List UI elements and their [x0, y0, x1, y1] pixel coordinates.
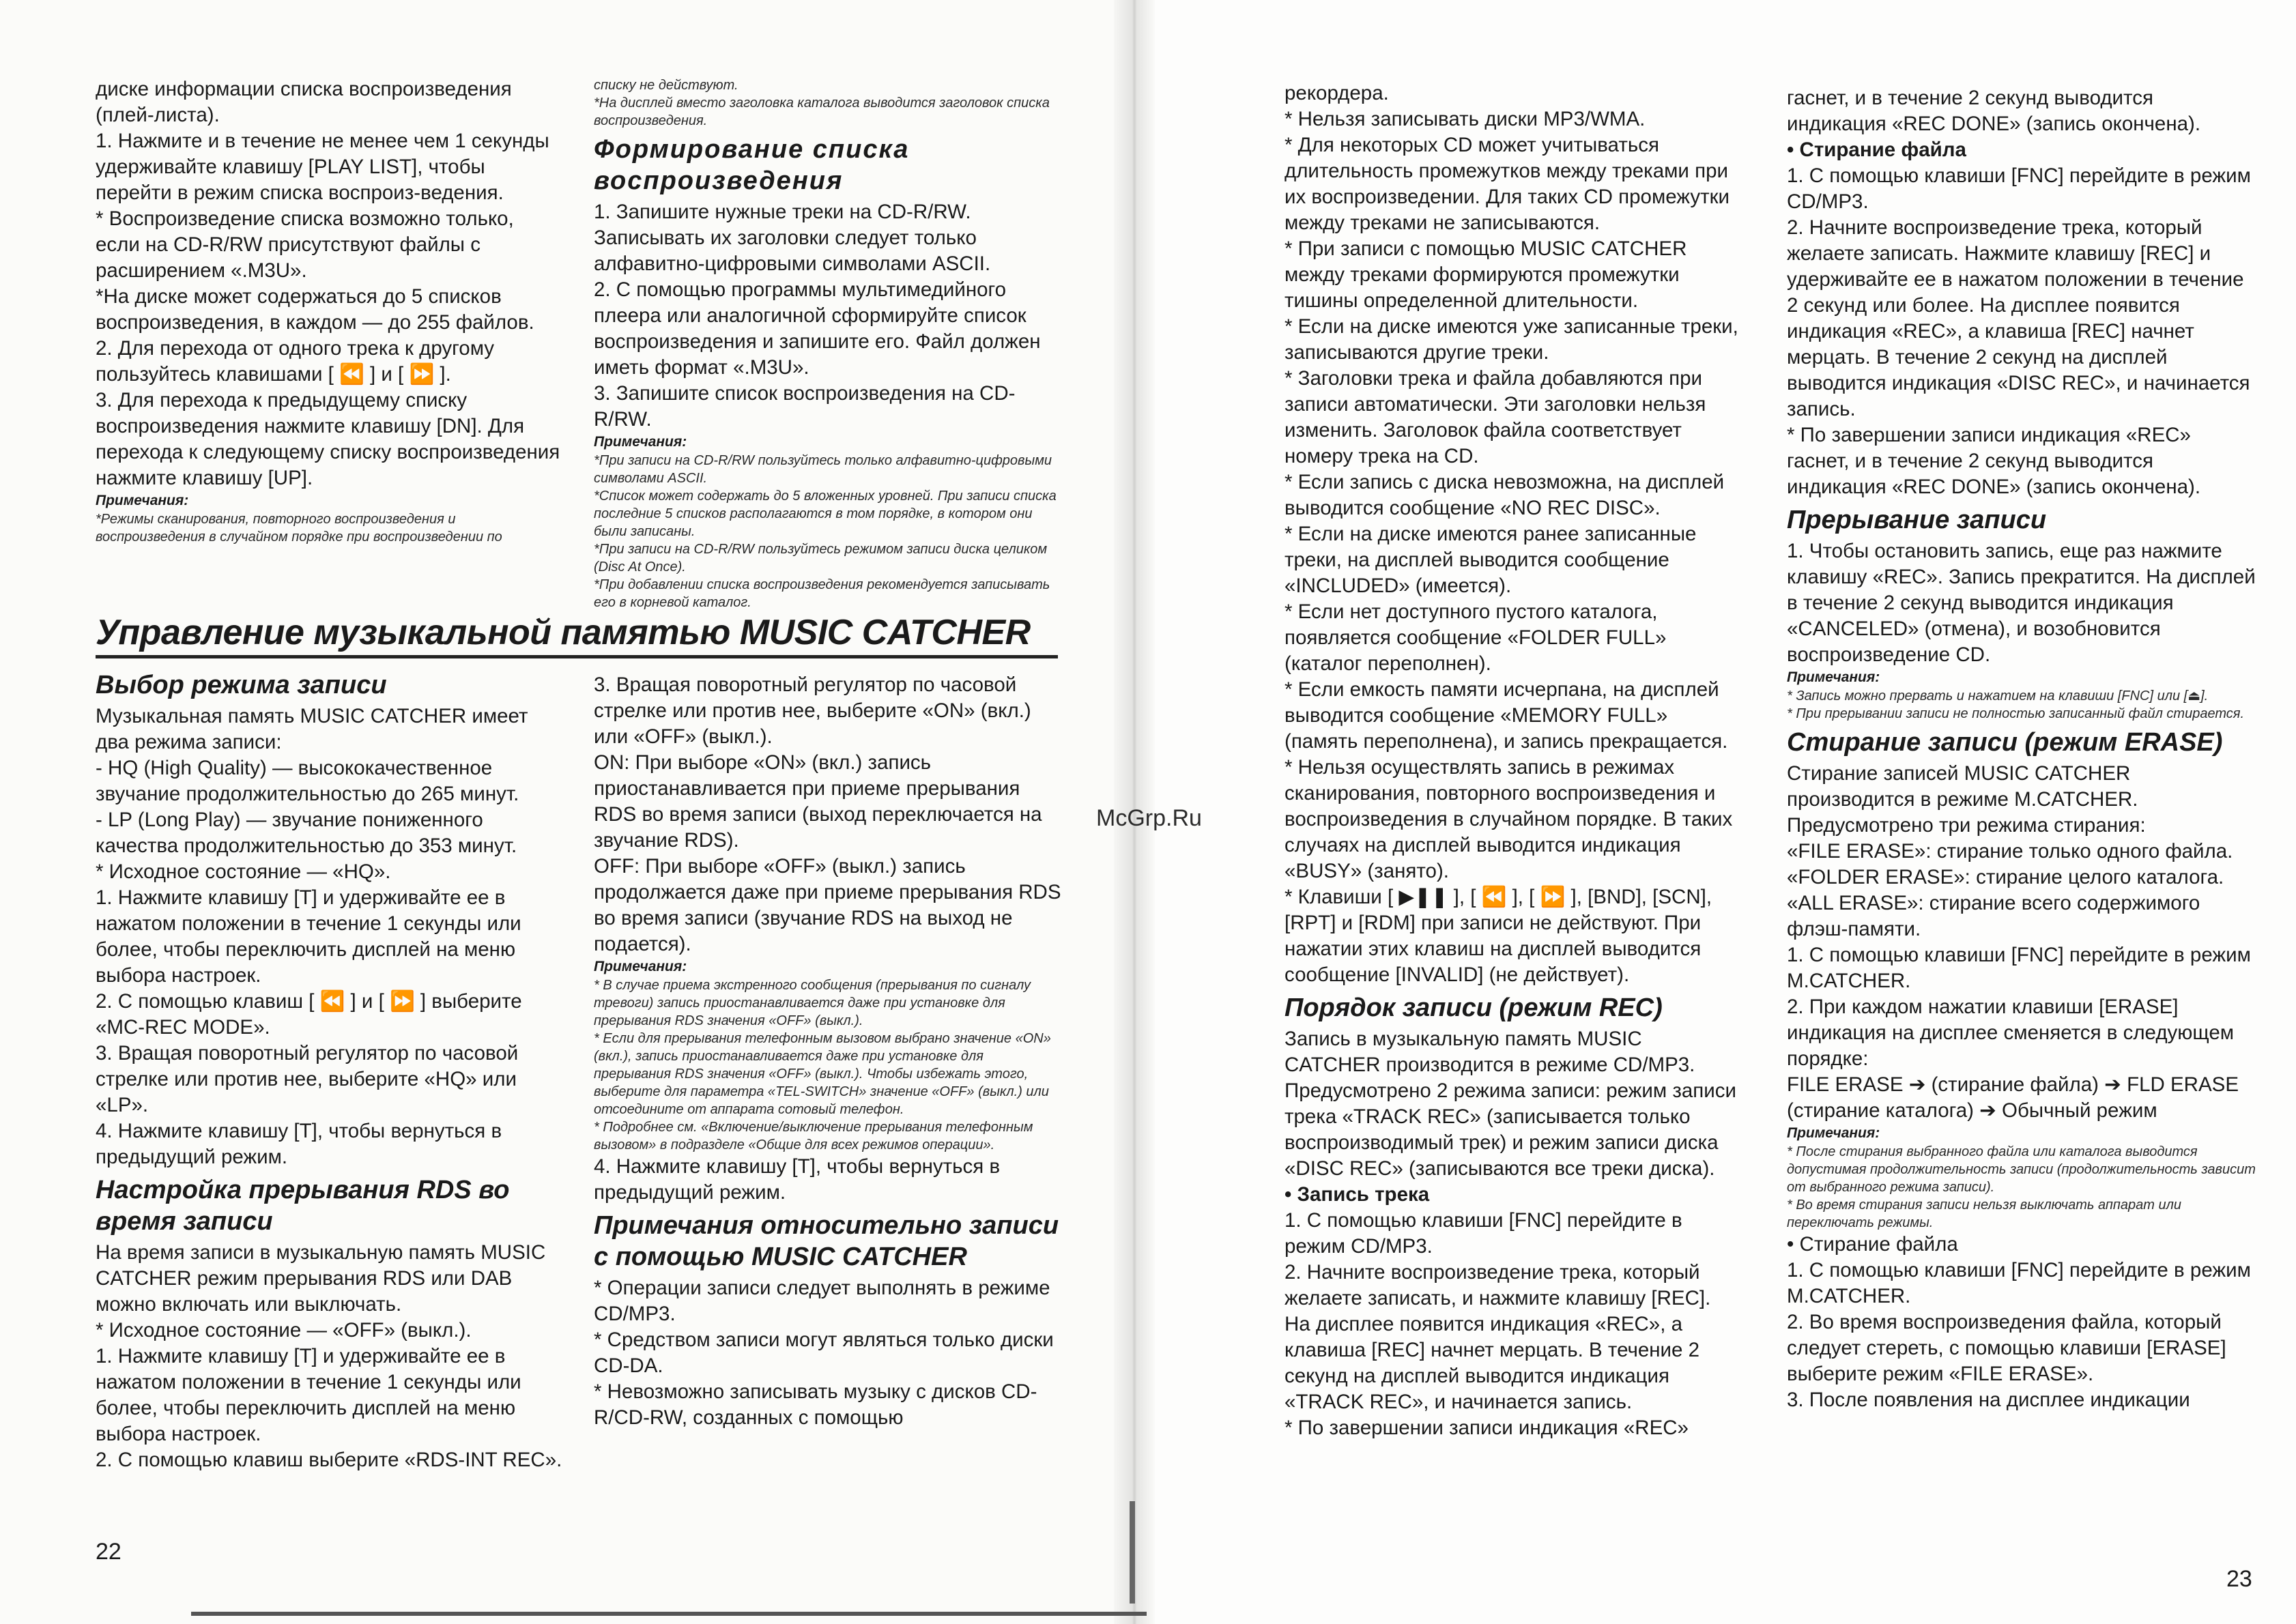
paragraph: «ALL ERASE»: стирание всего содержимого флэш-памяти.	[1787, 892, 2200, 940]
paragraph: * Исходное состояние — «OFF» (выкл.).	[96, 1319, 472, 1342]
paragraph: * Если на диске имеются уже записанные треки, записываются другие треки.	[1285, 315, 1738, 364]
paragraph: 1. Нажмите клавишу [T] и удерживайте ее в нажатом положении в течение 1 секунды или более, чтобы переключить дисплей на меню выбора настроек.	[96, 1345, 521, 1445]
section-heading: Прерывание записи	[1787, 506, 2047, 534]
note: *Режимы сканирования, повторного воспроизведения и воспроизведения в случайном порядке при воспроизведении по	[96, 512, 502, 545]
paragraph: * Для некоторых CD может учитываться длительность промежутков между треками при их воспроизведении. Для таких CD промежутки между треками не записываются.	[1285, 134, 1730, 234]
paragraph: *На диске может содержаться до 5 списков воспроизведения, в каждом — до 255 файлов.	[96, 285, 534, 334]
paragraph: * Нельзя осуществлять запись в режимах сканирования, повторного воспроизведения и воспроизведения в случайном порядке. В таких случаях на дисплей выводится индикация «BUSY» (занято).	[1285, 756, 1733, 882]
paragraph: * Клавиши [ ▶❚❚ ], [ ⏪ ], [ ⏩ ], [BND], [SCN], [RPT] и [RDM] при записи не действуют. При нажатии этих клавиш на дисплей выводится сообщение [INVALID] (не действует).	[1285, 886, 1712, 986]
paragraph: 3. После появления на дисплее индикации	[1787, 1389, 2190, 1411]
paragraph: гаснет, и в течение 2 секунд выводится индикация «REC DONE» (запись окончена).	[1787, 87, 2201, 135]
note: * После стирания выбранного файла или каталога выводится допустимая продолжительность записи (продолжительность зависит от выбранного режима записи).	[1787, 1144, 2256, 1195]
page-number: 23	[2226, 1566, 2252, 1592]
section-heading: Формирование списка воспроизведения	[594, 135, 910, 195]
section-heading: Примечания относительно записи с помощью MUSIC CATCHER	[594, 1211, 1059, 1271]
paragraph: * Если нет доступного пустого каталога, появляется сообщение «FOLDER FULL» (каталог переполнен).	[1285, 600, 1667, 675]
paragraph: 1. Нажмите клавишу [T] и удерживайте ее в нажатом положении в течение 1 секунды или более, чтобы переключить дисплей на меню выбора настроек.	[96, 886, 521, 987]
paragraph: 3. Запишите список воспроизведения на CD-R/RW.	[594, 382, 1016, 431]
paragraph: 2. Начните воспроизведение трека, который желаете записать. Нажмите клавишу [REC] и удерживайте ее в нажатом положении в течение 2 секунд или более. На дисплее появится индикация «REC», а клавиша [REC] начнет мерцать. В течение 2 секунд на дисплей выводится индикация «DISC REC», и начинается запись.	[1787, 216, 2250, 420]
paragraph: - HQ (High Quality) — высококачественное звучание продолжительностью до 265 минут.	[96, 757, 519, 805]
paragraph: 2. С помощью программы мультимедийного плеера или аналогичной сформируйте список воспроизведения и запишите его. Файл должен иметь формат «.M3U».	[594, 278, 1041, 379]
paragraph: * При записи с помощью MUSIC CATCHER между треками формируются промежутки тишины определенной длительности.	[1285, 237, 1687, 312]
heading-rule	[96, 655, 1058, 658]
right-col2	[1787, 85, 2258, 1413]
paragraph: 2. С помощью клавиш [ ⏪ ] и [ ⏩ ] выберите «MC-REC MODE».	[96, 990, 522, 1039]
paragraph: * Если запись с диска невозможна, на дисплей выводится сообщение «NO REC DISC».	[1285, 471, 1725, 519]
paragraph: Запись в музыкальную память MUSIC CATCHER производится в режиме CD/MP3. Предусмотрено 2 режима записи: режим записи трека «TRACK REC» (записывается только воспроизводимый трек) и режим записи диска «DISC REC» (записываются все треки диска).	[1285, 1028, 1736, 1180]
paragraph: 1. Нажмите и в течение не менее чем 1 секунды удерживайте клавишу [PLAY LIST], чтобы перейти в режим списка воспроиз-ведения.	[96, 130, 549, 204]
paragraph: * По завершении записи индикация «REC» гаснет, и в течение 2 секунд выводится индикация «REC DONE» (запись окончена).	[1787, 424, 2201, 498]
note: * При прерывании записи не полностью записанный файл стирается.	[1787, 706, 2245, 721]
paragraph: * Заголовки трека и файла добавляются при записи автоматически. Эти заголовки нельзя изменить. Заголовок файла соответствует номеру трека на CD.	[1285, 367, 1706, 467]
paragraph: На время записи в музыкальную память MUSIC CATCHER режим прерывания RDS или DAB можно включать или выключать.	[96, 1241, 546, 1316]
note: *На дисплей вместо заголовка каталога выводится заголовок списка воспроизведения.	[594, 96, 1050, 128]
note: * Если для прерывания телефонным вызовом выбрано значение «ON» (вкл.), запись приостанавливается даже при установке для прерывания RDS значения «OFF» (выкл.). Чтобы избежать этого, выберите для параметра «TEL-SWITCH» значение «OFF» (выкл.) или отсоедините от аппарата сотовый телефон.	[594, 1031, 1051, 1117]
paragraph: 1. Чтобы остановить запись, еще раз нажмите клавишу «REC». Запись прекратится. На дисплей в течение 2 секунд выводится индикация «CANCELED» (отмена), и возобновится воспроизведение CD.	[1787, 540, 2256, 666]
paragraph: FILE ERASE ➔ (стирание файла) ➔ FLD ERASE (стирание каталога) ➔ Обычный режим	[1787, 1073, 2239, 1122]
note-title: Примечания:	[594, 434, 687, 450]
paragraph: диске информации списка воспроизведения (плей-листа).	[96, 78, 512, 126]
main-heading: Управление музыкальной памятью MUSIC CATCHER	[96, 613, 1031, 652]
right-col1	[1285, 81, 1742, 1441]
left-col2-top	[594, 76, 1061, 611]
paragraph: * Нельзя записывать диски MP3/WMA.	[1285, 108, 1646, 130]
paragraph: 2. С помощью клавиш выберите «RDS-INT REC».	[96, 1449, 562, 1471]
note-title: Примечания:	[96, 493, 189, 508]
paragraph: «FOLDER ERASE»: стирание целого каталога.	[1787, 866, 2224, 888]
paragraph: 3. Для перехода к предыдущему списку воспроизведения нажмите клавишу [DN]. Для перехода к следующему списку воспроизведения нажмите клавишу [UP].	[96, 389, 560, 489]
note: *При записи на CD-R/RW пользуйтесь режимом записи диска целиком (Disc At Once).	[594, 542, 1048, 575]
bullet-heading: • Запись трека	[1285, 1183, 1430, 1206]
paragraph: Музыкальная память MUSIC CATCHER имеет два режима записи:	[96, 705, 528, 753]
left-col2-bottom	[594, 672, 1061, 1431]
paragraph: 1. Запишите нужные треки на CD-R/RW. Записывать их заголовки следует только алфавитно-цифровыми символами ASCII.	[594, 201, 991, 275]
paragraph: * Средством записи могут являться только диски CD-DA.	[594, 1329, 1054, 1377]
paragraph: 1. С помощью клавиши [FNC] перейдите в режим CD/MP3.	[1285, 1209, 1682, 1258]
note: *При записи на CD-R/RW пользуйтесь только алфавитно-цифровыми символами ASCII.	[594, 453, 1052, 486]
paragraph: * Если на диске имеются ранее записанные треки, на дисплей выводится сообщение «INCLUDED» (имеется).	[1285, 523, 1697, 597]
paragraph: * Если емкость памяти исчерпана, на дисплей выводится сообщение «MEMORY FULL» (память переполнена), и запись прекращается.	[1285, 678, 1728, 753]
bullet-heading: • Стирание файла	[1787, 139, 1966, 161]
paragraph: * Исходное состояние — «HQ».	[96, 860, 391, 883]
paragraph: * Невозможно записывать музыку с дисков CD-R/CD-RW, созданных с помощью	[594, 1380, 1037, 1429]
left-col1-top	[96, 76, 563, 546]
note-title: Примечания:	[1787, 669, 1880, 685]
paragraph: 3. Вращая поворотный регулятор по часовой стрелке или против нее, выберите «ON» (вкл.) или «OFF» (выкл.).	[594, 673, 1031, 748]
note-title: Примечания:	[1787, 1125, 1880, 1141]
note: * Подробнее см. «Включение/выключение прерывания телефонным вызовом» в подразделе «Общие для всех режимов операции».	[594, 1120, 1033, 1152]
paragraph: 2. Начните воспроизведение трека, который желаете записать, и нажмите клавишу [REC]. На дисплее появится индикация «REC», а клавиша [REC] начнет мерцать. В течение 2 секунд на дисплей выводится индикация «TRACK REC», и начинается запись.	[1285, 1261, 1711, 1413]
note-title: Примечания:	[594, 959, 687, 974]
watermark: McGrp.Ru	[1096, 805, 1202, 831]
note: * В случае приема экстренного сообщения (прерывания по сигналу тревоги) запись приостанавливается даже при установке для прерывания RDS значения «OFF» (выкл.).	[594, 978, 1031, 1028]
scan-edge-line	[191, 1612, 1147, 1616]
paragraph: * Воспроизведение списка возможно только, если на CD-R/RW присутствуют файлы с расширением «.M3U».	[96, 207, 514, 282]
paragraph: 2. Для перехода от одного трека к другому пользуйтесь клавишами [ ⏪ ] и [ ⏩ ].	[96, 337, 495, 386]
paragraph: 4. Нажмите клавишу [T], чтобы вернуться в предыдущий режим.	[594, 1155, 1001, 1204]
paragraph: 2. Во время воспроизведения файла, который следует стереть, с помощью клавиши [ERASE] выберите режим «FILE ERASE».	[1787, 1311, 2226, 1385]
paragraph: ON: При выборе «ON» (вкл.) запись приостанавливается при приеме прерывания RDS во время записи (выход переключается на звучание RDS).	[594, 751, 1042, 852]
paragraph: - LP (Long Play) — звучание пониженного качества продолжительностью до 353 минут.	[96, 809, 517, 857]
spine-shadow	[1130, 1501, 1135, 1604]
note: *Список может содержать до 5 вложенных уровней. При записи списка последние 5 списков располагаются в том порядке, в котором они были записаны.	[594, 489, 1057, 539]
paragraph: Стирание записей MUSIC CATCHER производится в режиме M.CATCHER. Предусмотрено три режима стирания:	[1787, 762, 2146, 837]
left-col1-bottom	[96, 665, 563, 1473]
paragraph: 1. С помощью клавиши [FNC] перейдите в режим CD/MP3.	[1787, 164, 2251, 213]
paragraph: 4. Нажмите клавишу [T], чтобы вернуться в предыдущий режим.	[96, 1120, 502, 1168]
page-number: 22	[96, 1539, 121, 1565]
note: * Запись можно прервать и нажатием на клавиши [FNC] или [⏏].	[1787, 688, 2209, 704]
note: * Во время стирания записи нельзя выключать аппарат или переключать режимы.	[1787, 1198, 2181, 1230]
paragraph: 1. С помощью клавиши [FNC] перейдите в режим M.CATCHER.	[1787, 1259, 2251, 1307]
section-heading: Стирание записи (режим ERASE)	[1787, 728, 2223, 757]
section-heading: Порядок записи (режим REC)	[1285, 994, 1663, 1022]
paragraph: * Операции записи следует выполнять в режиме CD/MP3.	[594, 1277, 1050, 1325]
paragraph: «FILE ERASE»: стирание только одного файла.	[1787, 840, 2233, 862]
section-heading: Настройка прерывания RDS во время записи	[96, 1176, 510, 1236]
paragraph: 3. Вращая поворотный регулятор по часовой стрелке или против нее, выберите «HQ» или «LP».	[96, 1042, 519, 1116]
paragraph: 2. При каждом нажатии клавиши [ERASE] индикация на дисплее сменяется в следующем порядке:	[1787, 996, 2235, 1070]
section-heading: Выбор режима записи	[96, 671, 387, 699]
paragraph: * По завершении записи индикация «REC»	[1285, 1417, 1689, 1439]
bullet-heading: • Стирание файла	[1787, 1233, 1958, 1256]
paragraph: OFF: При выборе «OFF» (выкл.) запись продолжается даже при приеме прерывания RDS во время записи (звучание RDS на выход не подается).	[594, 855, 1061, 955]
note: списку не действуют.	[594, 78, 738, 93]
paragraph: рекордера.	[1285, 82, 1389, 104]
paragraph: 1. С помощью клавиши [FNC] перейдите в режим M.CATCHER.	[1787, 944, 2251, 992]
note: *При добавлении списка воспроизведения рекомендуется записывать его в корневой каталог.	[594, 577, 1050, 610]
